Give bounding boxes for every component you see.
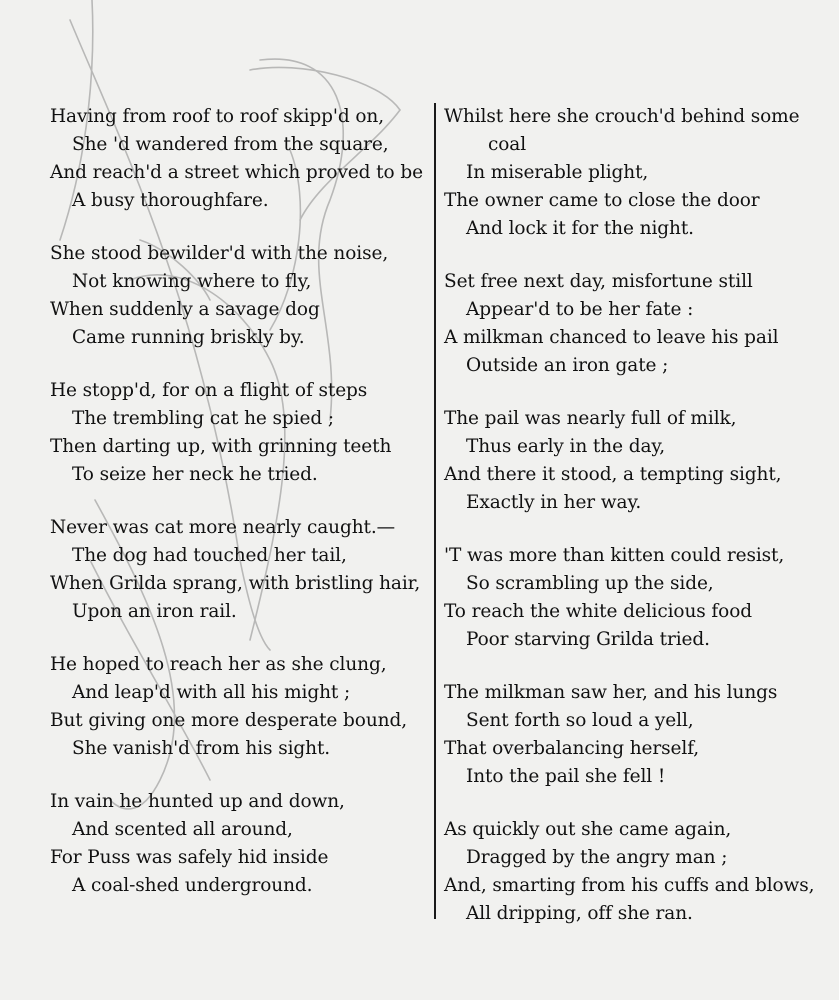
stanza [444, 542, 834, 654]
verse-line: And, smarting from his cuffs and blows, [444, 875, 815, 896]
verse-line: The milkman saw her, and his lungs [444, 682, 778, 703]
stanza [50, 788, 430, 900]
verse-line: In vain he hunted up and down, [50, 791, 345, 812]
verse-line: She vanish'd from his sight. [72, 738, 331, 759]
verse-line: As quickly out she came again, [444, 819, 732, 840]
verse-line: So scrambling up the side, [466, 573, 714, 594]
verse-line: Then darting up, with grinning teeth [50, 436, 392, 457]
stanza [50, 103, 430, 215]
stanza [50, 240, 430, 352]
verse-line: The trembling cat he spied ; [72, 408, 334, 429]
right-column [444, 103, 834, 953]
verse-line: A busy thoroughfare. [72, 190, 269, 211]
verse-line: The dog had touched her tail, [72, 545, 347, 566]
stanza [444, 816, 834, 928]
stanza [50, 514, 430, 626]
verse-line: But giving one more desperate bound, [50, 710, 407, 731]
verse-line: She 'd wandered from the square, [72, 134, 389, 155]
verse-line: Exactly in her way. [466, 492, 642, 513]
verse-line: Having from roof to roof skipp'd on, [50, 106, 385, 127]
verse-line: A milkman chanced to leave his pail [444, 327, 779, 348]
verse-line: And leap'd with all his might ; [72, 682, 351, 703]
verse-line: That overbalancing herself, [444, 738, 700, 759]
verse-line: And there it stood, a tempting sight, [444, 464, 782, 485]
verse-line: When suddenly a savage dog [50, 299, 320, 320]
verse-line: In miserable plight, [466, 162, 649, 183]
verse-line: He stopp'd, for on a flight of steps [50, 380, 368, 401]
verse-line: Into the pail she fell ! [466, 766, 666, 787]
column-divider [434, 103, 436, 919]
stanza [50, 377, 430, 489]
verse-line: Dragged by the angry man ; [466, 847, 728, 868]
verse-line: And reach'd a street which proved to be [50, 162, 423, 183]
verse-line: For Puss was safely hid inside [50, 847, 329, 868]
verse-line: Outside an iron gate ; [466, 355, 669, 376]
stanza [444, 268, 834, 380]
verse-line: 'T was more than kitten could resist, [444, 545, 785, 566]
stanza [50, 651, 430, 763]
verse-line: To reach the white delicious food [444, 601, 753, 622]
verse-line: And lock it for the night. [466, 218, 694, 239]
verse-line: He hoped to reach her as she clung, [50, 654, 387, 675]
left-column [50, 103, 430, 925]
verse-line: Whilst here she crouch'd behind some [444, 106, 800, 127]
verse-line: Thus early in the day, [466, 436, 666, 457]
verse-line: Never was cat more nearly caught.— [50, 517, 396, 538]
stanza [444, 405, 834, 517]
verse-line: All dripping, off she ran. [466, 903, 693, 924]
verse-line: She stood bewilder'd with the noise, [50, 243, 389, 264]
verse-line: Poor starving Grilda tried. [466, 629, 710, 650]
verse-line: coal [488, 134, 527, 155]
verse-line: Upon an iron rail. [72, 601, 237, 622]
stanza [444, 103, 834, 243]
verse-line: Sent forth so loud a yell, [466, 710, 694, 731]
stanza [444, 679, 834, 791]
verse-line: The owner came to close the door [444, 190, 760, 211]
verse-line: The pail was nearly full of milk, [444, 408, 737, 429]
verse-line: Set free next day, misfortune still [444, 271, 753, 292]
verse-line: When Grilda sprang, with bristling hair, [50, 573, 421, 594]
verse-line: Appear'd to be her fate : [466, 299, 694, 320]
verse-line: Came running briskly by. [72, 327, 305, 348]
verse-line: And scented all around, [72, 819, 293, 840]
verse-line: A coal-shed underground. [72, 875, 313, 896]
verse-line: To seize her neck he tried. [72, 464, 318, 485]
verse-line: Not knowing where to fly, [72, 271, 312, 292]
